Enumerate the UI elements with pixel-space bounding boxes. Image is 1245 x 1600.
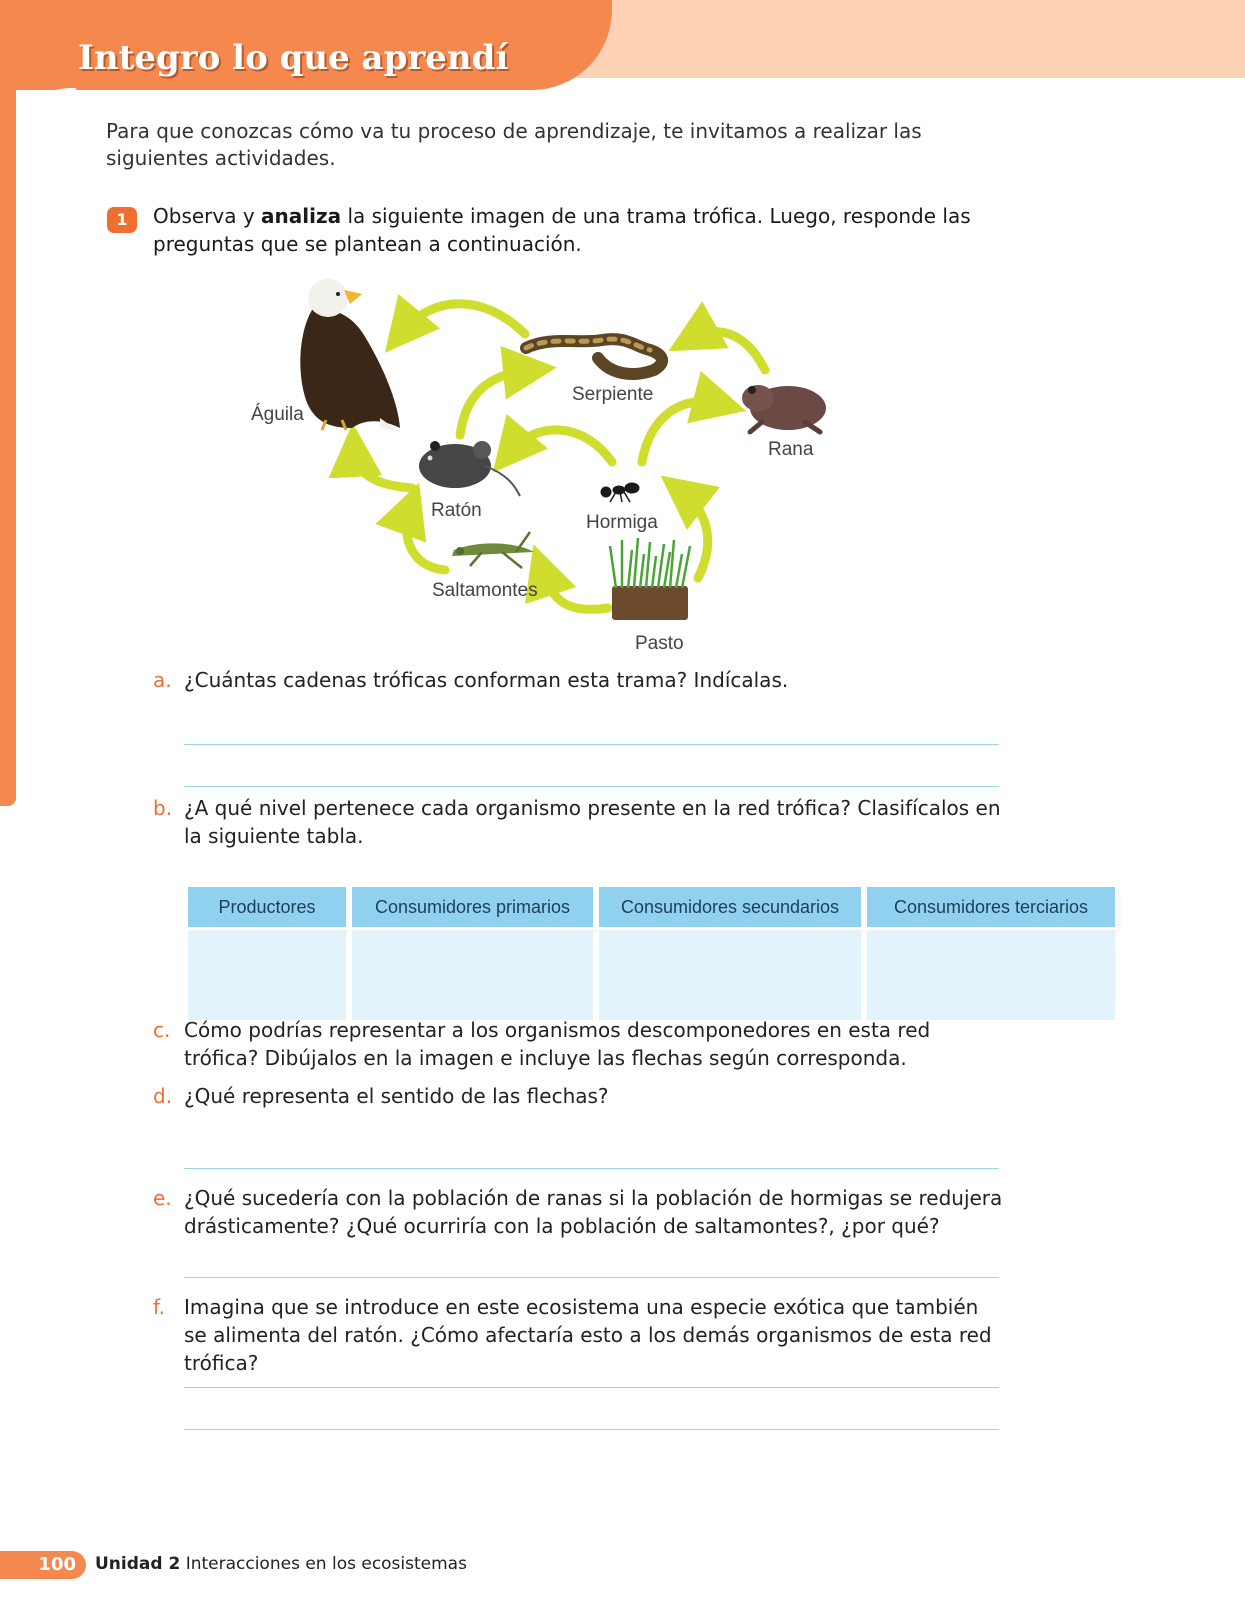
table-cell[interactable] bbox=[352, 931, 593, 1020]
arrow-hormiga-rana bbox=[642, 402, 720, 462]
table-header: Consumidores primarios bbox=[352, 887, 593, 927]
answer-line[interactable] bbox=[184, 1387, 999, 1388]
page-number: 100 bbox=[0, 1551, 86, 1579]
question-letter: d. bbox=[153, 1084, 173, 1108]
answer-line[interactable] bbox=[184, 1168, 999, 1169]
label-rana: Rana bbox=[768, 439, 814, 460]
answer-line[interactable] bbox=[184, 744, 999, 745]
footer-unit bbox=[95, 1554, 467, 1574]
table-column-secundarios bbox=[599, 887, 861, 1020]
answer-line[interactable] bbox=[184, 1277, 999, 1278]
mouse-icon bbox=[419, 441, 520, 496]
grass-icon bbox=[610, 538, 690, 620]
arrow-rana-serpiente bbox=[692, 332, 765, 370]
answer-line[interactable] bbox=[184, 1429, 999, 1430]
question-c bbox=[153, 1016, 1003, 1072]
question-f bbox=[153, 1293, 1003, 1377]
grasshopper-icon bbox=[452, 532, 534, 568]
question-e bbox=[153, 1184, 1003, 1240]
eagle-icon bbox=[300, 279, 400, 432]
question-d bbox=[153, 1082, 1003, 1110]
footer-unit-title: Interacciones en los ecosistemas bbox=[180, 1554, 467, 1574]
page-title: Integro lo que aprendí bbox=[78, 38, 509, 78]
question-text: ¿A qué nivel pertenece cada organismo presente en la red trófica? Clasifícalos en la siguiente tabla. bbox=[184, 796, 1001, 848]
side-bar bbox=[0, 60, 16, 806]
snake-icon bbox=[526, 339, 662, 374]
table-header: Consumidores secundarios bbox=[599, 887, 861, 927]
table-column-terciarios bbox=[867, 887, 1115, 1020]
arrow-serpiente-aguila bbox=[402, 304, 525, 334]
ant-icon bbox=[601, 483, 639, 502]
question-letter: e. bbox=[153, 1186, 172, 1210]
question-letter: f. bbox=[153, 1295, 165, 1319]
question-a bbox=[153, 666, 1003, 694]
footer-unit-number: Unidad 2 bbox=[95, 1554, 181, 1574]
arrow-hormiga-raton bbox=[510, 430, 612, 462]
activity-text-b: la siguiente imagen de una trama trófica. Luego, responde las preguntas que se plantean a continuación. bbox=[153, 204, 971, 256]
question-letter: c. bbox=[153, 1018, 171, 1042]
question-text: ¿Cuántas cadenas tróficas conforman esta trama? Indícalas. bbox=[184, 668, 789, 692]
activity-number-badge: 1 bbox=[107, 207, 137, 233]
arrow-raton-aguila bbox=[354, 450, 412, 488]
label-aguila: Águila bbox=[251, 404, 304, 425]
food-web-diagram bbox=[230, 270, 870, 670]
intro-text: Para que conozcas cómo va tu proceso de aprendizaje, te invitamos a realizar las siguientes actividades. bbox=[106, 119, 922, 170]
content-frame bbox=[16, 88, 76, 806]
activity-instruction bbox=[153, 202, 1003, 258]
table-cell[interactable] bbox=[867, 931, 1115, 1020]
question-text: Imagina que se introduce en este ecosistema una especie exótica que también se alimenta del ratón. ¿Cómo afectaría esto a los demás organismos de esta red trófica? bbox=[184, 1295, 992, 1375]
question-text: ¿Qué sucedería con la población de ranas si la población de hormigas se redujera drásticamente? ¿Qué ocurriría con la población de saltamontes?, ¿por qué? bbox=[184, 1186, 1003, 1238]
answer-line[interactable] bbox=[184, 786, 999, 787]
question-text: Cómo podrías representar a los organismos descomponedores en esta red trófica? Dibújalos en la imagen e incluye las flechas según corresponda. bbox=[184, 1018, 931, 1070]
activity-text-bold: analiza bbox=[261, 204, 342, 228]
table-column-productores bbox=[188, 887, 346, 1020]
frog-icon bbox=[742, 385, 826, 432]
activity-text-a: Observa y bbox=[153, 204, 262, 228]
label-saltamontes: Saltamontes bbox=[432, 580, 538, 601]
table-cell[interactable] bbox=[188, 931, 346, 1020]
table-header: Consumidores terciarios bbox=[867, 887, 1115, 927]
arrow-raton-serpiente bbox=[460, 370, 530, 435]
table-header: Productores bbox=[188, 887, 346, 927]
table-column-primarios bbox=[352, 887, 593, 1020]
label-raton: Ratón bbox=[431, 500, 482, 521]
question-letter: b. bbox=[153, 796, 173, 820]
question-b bbox=[153, 794, 1003, 850]
question-text: ¿Qué representa el sentido de las flechas? bbox=[184, 1084, 609, 1108]
question-letter: a. bbox=[153, 668, 172, 692]
label-serpiente: Serpiente bbox=[572, 384, 654, 405]
label-hormiga: Hormiga bbox=[586, 512, 658, 533]
label-pasto: Pasto bbox=[635, 633, 684, 654]
arrow-pasto-saltamontes bbox=[542, 570, 608, 609]
table-cell[interactable] bbox=[599, 931, 861, 1020]
